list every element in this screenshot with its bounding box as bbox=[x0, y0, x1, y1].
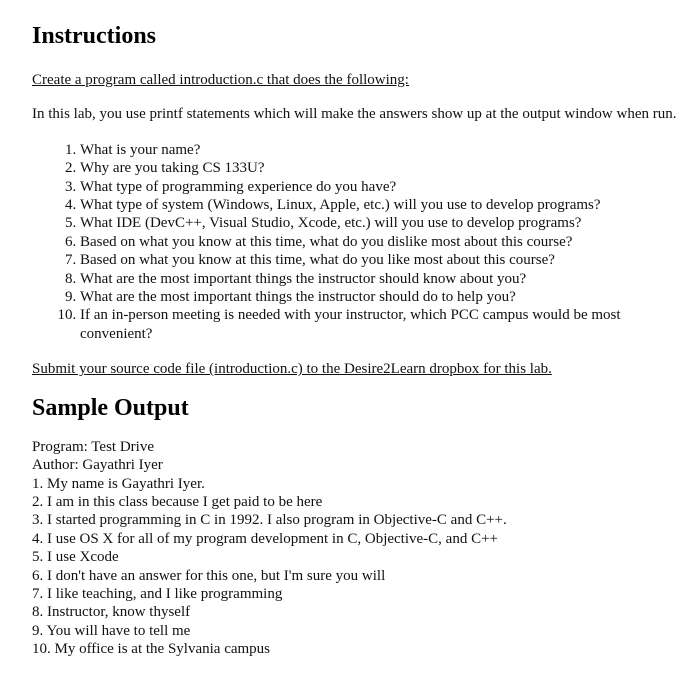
document-page bbox=[32, 18, 682, 659]
output-line: Program: Test Drive bbox=[32, 438, 154, 455]
question-item: 4. What type of system (Windows, Linux, Apple, etc.) will you use to develop programs? bbox=[80, 196, 682, 214]
submit-instruction-line: Submit your source code file (introduction.c) to the Desire2Learn dropbox for this lab. bbox=[32, 361, 552, 378]
sample-output-block bbox=[32, 438, 682, 659]
output-line: 6. I don't have an answer for this one, but I'm sure you will bbox=[32, 567, 386, 584]
program-requirement-line: Create a program called introduction.c that does the following: bbox=[32, 72, 409, 88]
output-line: Author: Gayathri Iyer bbox=[32, 457, 163, 474]
sample-output-heading: Sample Output bbox=[32, 394, 189, 421]
question-item: 9. What are the most important things the instructor should do to help you? bbox=[80, 288, 682, 306]
question-item: 3. What type of programming experience do you have? bbox=[80, 178, 682, 196]
question-item: 7. Based on what you know at this time, what do you like most about this course? bbox=[80, 251, 682, 269]
question-item: 6. Based on what you know at this time, what do you dislike most about this course? bbox=[80, 233, 682, 251]
output-line: 10. My office is at the Sylvania campus bbox=[32, 641, 271, 658]
question-list bbox=[32, 141, 682, 343]
output-line: 2. I am in this class because I get paid to be here bbox=[32, 493, 323, 510]
output-line: 5. I use Xcode bbox=[32, 549, 119, 566]
question-item: 5. What IDE (DevC++, Visual Studio, Xcode, etc.) will you use to develop programs? bbox=[80, 214, 682, 232]
output-line: 7. I like teaching, and I like programming bbox=[32, 585, 283, 602]
question-item: 2. Why are you taking CS 133U? bbox=[80, 159, 682, 177]
output-line: 9. You will have to tell me bbox=[32, 622, 191, 639]
output-line: 4. I use OS X for all of my program development in C, Objective-C, and C++ bbox=[32, 530, 498, 547]
question-item: 8. What are the most important things the instructor should know about you? bbox=[80, 270, 682, 288]
output-line: 1. My name is Gayathri Iyer. bbox=[32, 475, 205, 492]
output-line: 3. I started programming in C in 1992. I also program in Objective-C and C++. bbox=[32, 512, 507, 529]
output-line: 8. Instructor, know thyself bbox=[32, 604, 191, 621]
question-item: 1. What is your name? bbox=[80, 141, 682, 159]
intro-paragraph: In this lab, you use printf statements which will make the answers show up at the output window when run. bbox=[32, 106, 677, 123]
question-item: 10. If an in-person meeting is needed with your instructor, which PCC campus would be most convenient? bbox=[80, 306, 682, 343]
instructions-heading: Instructions bbox=[32, 23, 157, 49]
